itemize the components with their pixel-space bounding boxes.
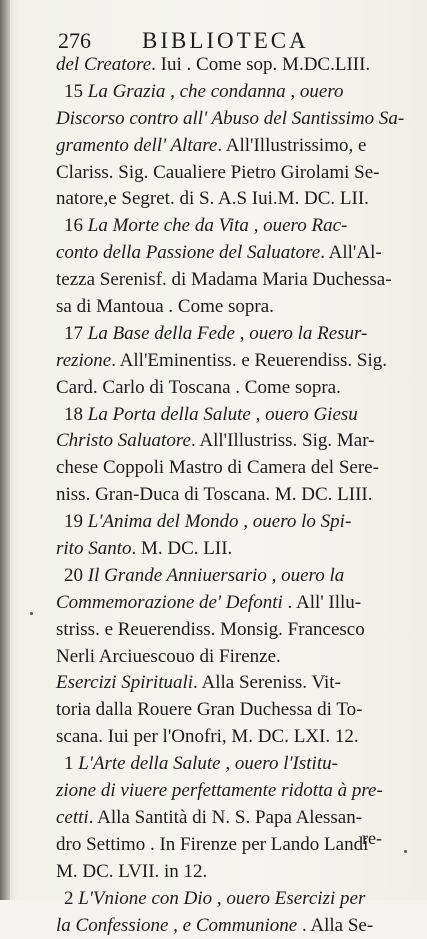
- text-line: 2 L'Vnione con Dio , ouero Esercizi per: [56, 886, 408, 913]
- text-line: Christo Saluatore. All'Illustriss. Sig. Mar-: [56, 428, 408, 455]
- page-number: 276: [58, 28, 91, 54]
- text-line: 17 La Base della Fede , ouero la Resur-: [56, 321, 408, 348]
- text-line: toria dalla Rouere Gran Duchessa di To-: [56, 697, 408, 724]
- text-line: 1 L'Arte della Salute , ouero l'Istitu-: [56, 751, 408, 778]
- text-line: Card. Carlo di Toscana . Come sopra.: [56, 375, 408, 402]
- text-line: gramento dell' Altare. All'Illustrissimo, e: [56, 133, 408, 160]
- text-line: rito Santo. M. DC. LII.: [56, 536, 408, 563]
- ink-speck: [30, 612, 33, 615]
- text-line: Nerli Arciuescouo di Firenze.: [56, 644, 408, 671]
- text-line: Commemorazione de' Defonti . All' Illu-: [56, 590, 408, 617]
- text-line: la Confessione , e Communione . Alla Se-: [56, 913, 408, 939]
- text-line: cetti. Alla Santità di N. S. Papa Alessan-: [56, 805, 408, 832]
- running-title: BIBLIOTECA: [142, 28, 309, 54]
- text-line: rezione. All'Eminentiss. e Reuerendiss. Sig.: [56, 348, 408, 375]
- text-line: 16 La Morte che da Vita , ouero Rac-: [56, 213, 408, 240]
- running-header: [58, 26, 358, 52]
- ink-speck: [404, 850, 407, 853]
- text-line: Esercizi Spirituali. Alla Sereniss. Vit-: [56, 670, 408, 697]
- text-line: 19 L'Anima del Mondo , ouero lo Spi-: [56, 509, 408, 536]
- text-line: dro Settimo . In Firenze per Lando Landi: [56, 832, 408, 859]
- text-line: scana. Iui per l'Onofri, M. DC. LXI. 12.: [56, 724, 408, 751]
- text-line: 18 La Porta della Salute , ouero Giesu: [56, 402, 408, 429]
- text-line: del Creatore. Iui . Come sop. M.DC.LIII.: [56, 52, 408, 79]
- text-line: M. DC. LVII. in 12.: [56, 859, 408, 886]
- text-line: natore,e Segret. di S. A.S Iui.M. DC. LII.: [56, 186, 408, 213]
- text-line: chese Coppoli Mastro di Camera del Sere-: [56, 455, 408, 482]
- text-line: conto della Passione del Saluatore. All'Al-: [56, 240, 408, 267]
- text-line: sa di Mantoua . Come sopra.: [56, 294, 408, 321]
- text-line: striss. e Reuerendiss. Monsig. Francesco: [56, 617, 408, 644]
- text-line: niss. Gran-Duca di Toscana. M. DC. LIII.: [56, 482, 408, 509]
- text-line: tezza Serenisf. di Madama Maria Duchessa-: [56, 267, 408, 294]
- text-line: 20 Il Grande Anniuersario , ouero la: [56, 563, 408, 590]
- text-line: zione di viuere perfettamente ridotta à pre-: [56, 778, 408, 805]
- text-line: 15 La Grazia , che condanna , ouero: [56, 79, 408, 106]
- catchword: re-: [362, 828, 382, 849]
- body-text: [56, 52, 408, 939]
- binding-gutter: [0, 0, 10, 900]
- text-line: Clariss. Sig. Caualiere Pietro Girolami Se-: [56, 160, 408, 187]
- text-line: Discorso contro all' Abuso del Santissimo Sa-: [56, 106, 408, 133]
